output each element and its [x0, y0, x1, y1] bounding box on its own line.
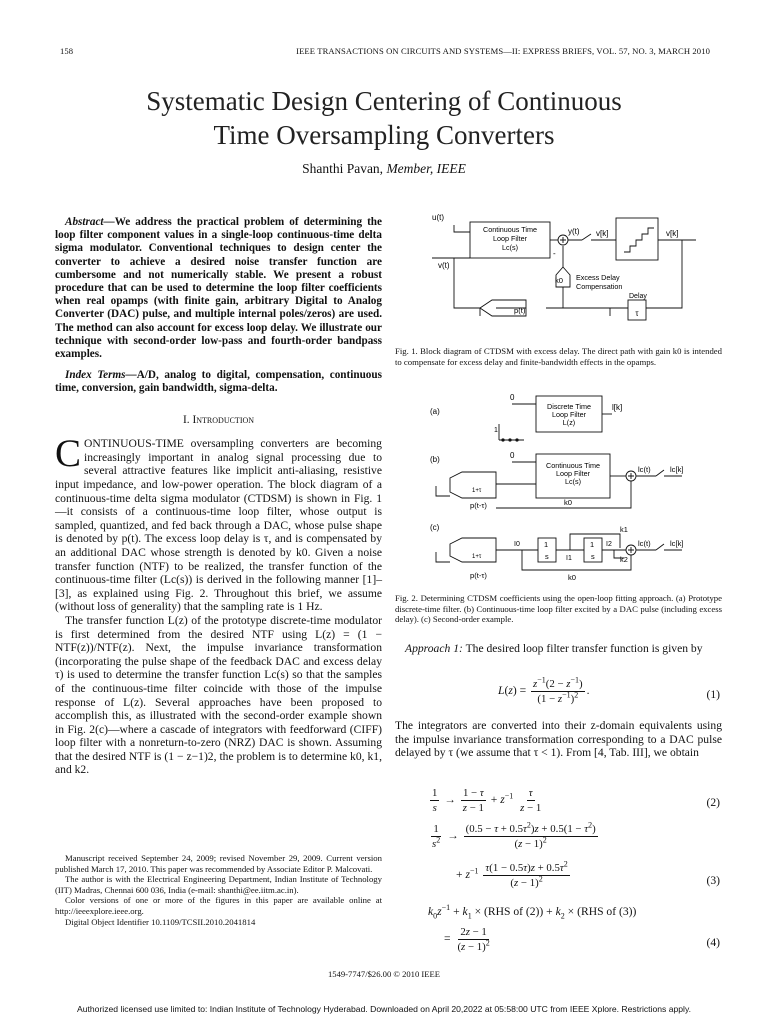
- equation-3-line-2: + $z^{-1}$ $\frac{\tau(1 - 0.5\tau)z + 0.5\tau^2}{(z - 1)^2}$: [456, 859, 568, 889]
- figure-1-caption: Fig. 1. Block diagram of CTDSM with excess delay. The direct path with gain k0 is intended to compensate for excess delay and finite-bandwidth effects in the opamps.: [395, 346, 722, 367]
- intro-lead: ONTINUOUS-TIME: [84, 437, 184, 451]
- index-terms-label: Index Terms—: [65, 369, 137, 382]
- fig2-ct-label-2: Loop Filter: [556, 469, 590, 478]
- fig2-k2-label: k2: [620, 555, 628, 564]
- figure-2-diagram: [424, 384, 724, 584]
- quantizer-block: [616, 218, 658, 260]
- fig2-lk-label: l[k]: [612, 403, 623, 412]
- fig2-i1-label: I1: [566, 555, 572, 562]
- fig2-i2-label: I2: [606, 541, 612, 548]
- journal-header: IEEE TRANSACTIONS ON CIRCUITS AND SYSTEMS—II: EXPRESS BRIEFS, VOL. 57, NO. 3, MARCH 2010: [296, 46, 710, 56]
- fig2-k0-label-b: k0: [564, 498, 573, 507]
- fig2-dt-label-3: L(z): [562, 418, 576, 427]
- equation-4-line-2: = $\frac{2z - 1}{(z - 1)^2}$: [444, 926, 490, 953]
- author-role: Member, IEEE: [386, 161, 466, 176]
- equation-3-number: (3): [706, 874, 720, 887]
- fig2-int1-den: s: [545, 552, 549, 561]
- fig2-ct-label-1: Continuous Time: [546, 461, 600, 470]
- abstract: [55, 216, 382, 361]
- fig2-dt-label-1: Discrete Time: [547, 402, 591, 411]
- footnote-received: Manuscript received September 24, 2009; revised November 29, 2009. Current version published March 17, 2010. This paper was recommended by Associate Editor P. Malcovati.: [55, 853, 382, 874]
- figure-1-diagram: [396, 212, 722, 340]
- fig1-comp-label-1: Excess Delay: [576, 273, 620, 282]
- section-title: Introduction: [192, 413, 255, 426]
- intro-p1: oversampling converters are becoming increasingly important in analog signal processing due to several attractive features like implicit anti-aliasing, resistive input impedance, and low-power operation. The block diagram of a continuous-time delta sigma modulator (CTDSM) is shown in Fig. 1—it consists of a continuous-time loop filter, whose output is sampled, quantized, and fed back through a DAC, whose pulse shape is denoted by p(t). The excess loop delay is τ, and is compensated by an additional DAC whose strength is denoted by k0. Given a noise transfer function (NTF) to be realized, the transfer function of the continuous-time filter (Lc(s)) is derived in the following manner [1]–[3], as explained using Fig. 2. Throughout this brief, we assume (without loss of generality) that the sampling rate is 1 Hz.: [55, 437, 382, 614]
- paper-title: [60, 84, 708, 152]
- fig2-dt-label-2: Loop Filter: [552, 410, 586, 419]
- approach-label: Approach 1:: [405, 642, 463, 655]
- fig2-one-tau-b: 1+τ: [472, 488, 482, 494]
- intro-paragraph-1: [55, 432, 382, 614]
- equation-2: $\frac{1}{s}$ → $\frac{1 - \tau}{z - 1}$ + $z^{-1}$ $\frac{\tau}{z - 1}$: [432, 787, 542, 814]
- fig1-input-label: u(t): [432, 213, 444, 222]
- fig2-label-b: (b): [430, 455, 440, 464]
- footnote-color: Color versions of one or more of the figures in this paper are available online at http://ieeexplore.ieee.org.: [55, 895, 382, 916]
- fig1-delay-label-2: τ: [635, 309, 639, 318]
- footnote-affiliation: The author is with the Electrical Engineering Department, Indian Institute of Technology (IIT) Madras, Chennai 600 036, India (e-mail: shanthi@ee.iitm.ac.in).: [55, 874, 382, 895]
- equation-3-line-1: $\frac{1}{s^2}$ → $\frac{(0.5 - \tau + 0.5\tau^2)z + 0.5(1 - \tau^2)}{(z - 1)^2}$: [432, 820, 596, 850]
- equation-4-number: (4): [706, 936, 720, 949]
- fig1-k0-label: k0: [554, 276, 564, 285]
- fig2-i0-label: I0: [514, 541, 520, 548]
- dac-block-b: [450, 472, 496, 498]
- fig1-filter-label-3: Lc(s): [502, 243, 518, 252]
- abstract-label: Abstract—: [65, 216, 115, 228]
- fig2-label-c: (c): [430, 523, 440, 532]
- fig2-lct-label-c: lc(t): [638, 539, 651, 548]
- fig2-ct-label-3: Lc(s): [565, 477, 581, 486]
- fig2-int2-den: s: [591, 552, 595, 561]
- equation-1: L(z) = $\frac{z^{-1}(2 - z^{-1})}{(1 - z^{-1})^2}$ .: [498, 675, 590, 705]
- license-footer: Authorized licensed use limited to: Indian Institute of Technology Hyderabad. Downloaded on April 20,2022 at 05:58:00 UTC from IEEE Xplore. Restrictions apply.: [76, 1004, 691, 1014]
- index-terms-text: A/D, analog to digital, compensation, continuous time, conversion, gain bandwidth, sigma-delta.: [55, 369, 382, 395]
- equation-4-line-1: $k_0z^{-1} + k_1 \times (RHS$ of $(2)) + k_2 \times (RHS$ of (3)): [428, 903, 637, 921]
- fig1-delay-label-1: Delay: [629, 293, 647, 300]
- equation-1-number: (1): [706, 688, 720, 701]
- fig1-filter-label-2: Loop Filter: [493, 234, 527, 243]
- abstract-text: We address the practical problem of determining the loop filter component values in a single-loop continuous-time delta sigma modulator. Conventional techniques to design center the converter to achieve a desired noise transfer function are cumbersome and not numerically stable. We present a robust procedure that can be used to determine the loop filter coefficients when real opamps (with finite gain, arbitrary Digital to Analog Converter (DAC) pulse, and multiple internal poles/zeros) are used. The method can also account for excess loop delay. We illustrate our technique with second-order low-pass and fourth-order bandpass examples.: [55, 216, 382, 361]
- left-column: [55, 216, 382, 777]
- title-line-1: Systematic Design Centering of Continuous: [146, 86, 622, 116]
- equation-2-number: (2): [706, 796, 720, 809]
- drop-cap: C: [55, 432, 82, 476]
- fig2-lck-label-c: lc[k]: [670, 539, 684, 548]
- page-number: 158: [60, 46, 74, 56]
- fig2-int1-num: 1: [544, 540, 549, 549]
- fig1-y-label: y(t): [568, 227, 580, 236]
- fig2-k1-label: k1: [620, 525, 628, 534]
- title-line-2: Time Oversampling Converters: [213, 120, 555, 150]
- fig2-pt-label-c: p(t-τ): [470, 571, 487, 580]
- fig1-vk-label-2: v[k]: [666, 229, 679, 238]
- fig2-a-zero: 0: [510, 393, 515, 402]
- fig2-k0-label-c: k0: [568, 573, 577, 582]
- fig1-comp-label-2: Compensation: [576, 282, 623, 291]
- fig2-b-zero: 0: [510, 451, 515, 460]
- fig1-minus-sign: -: [553, 249, 556, 258]
- index-terms: [55, 369, 382, 395]
- fig1-pulse-label: p(t): [514, 306, 526, 315]
- section-numeral: I.: [182, 413, 190, 426]
- author-line: [60, 161, 708, 177]
- fig2-label-a: (a): [430, 407, 440, 416]
- fig2-pt-label-b: p(t-τ): [470, 501, 487, 510]
- intro-paragraph-2: The transfer function L(z) of the prototype discrete-time modulator is first determined from the desired NTF using L(z) = (1 − NTF(z))/NTF(z). Next, the impulse invariance transformation (incorporating the pulse shape of the feedback DAC and excess delay τ) is used to determine the transfer function Lc(s) so that the samples of the continuous-time filter coincide with those of the impulse response of L(z). Several approaches have been proposed to accomplish this, as illustrated with the second-order example shown in Fig. 2(c)—where a cascade of integrators with feedforward (CIFF) loop filter with a nonreturn-to-zero (NRZ) DAC is shown. Assuming that the desired NTF is (1 − z−1)2, the problem is to determine k0, k1, and k2.: [55, 613, 382, 777]
- right-column: [395, 642, 722, 656]
- fig1-feedback-label: v(t): [438, 261, 450, 270]
- fig1-vk-label-1: v[k]: [596, 229, 609, 238]
- footnotes: [55, 853, 382, 927]
- fig1-filter-label-1: Continuous Time: [483, 225, 537, 234]
- author-name: Shanthi Pavan,: [302, 161, 384, 176]
- figure-2-caption: Fig. 2. Determining CTDSM coefficients using the open-loop fitting approach. (a) Prototype discrete-time filter. (b) Continuous-time loop filter excited by a DAC pulse (including excess delay). (c) Second-order example.: [395, 593, 722, 625]
- impulse-invariance-paragraph: The integrators are converted into their z-domain equivalents using the impulse invariance transformation corresponding to a DAC pulse delayed by τ (we assume that τ < 1). From [4, Tab. III], we obtain: [395, 719, 722, 760]
- approach-text: The desired loop filter transfer function is given by: [465, 642, 703, 655]
- fig2-one-tau-c: 1+τ: [472, 554, 482, 560]
- approach-paragraph: [395, 642, 722, 656]
- issn-footer: 1549-7747/$26.00 © 2010 IEEE: [327, 969, 441, 979]
- footnote-doi: Digital Object Identifier 10.1109/TCSII.2010.2041814: [65, 916, 256, 927]
- fig2-a-one: 1: [494, 427, 498, 434]
- fig2-lck-label-b: lc[k]: [670, 465, 684, 474]
- fig2-int2-num: 1: [590, 540, 595, 549]
- fig2-lct-label-b: lc(t): [638, 465, 651, 474]
- section-heading: [55, 414, 382, 428]
